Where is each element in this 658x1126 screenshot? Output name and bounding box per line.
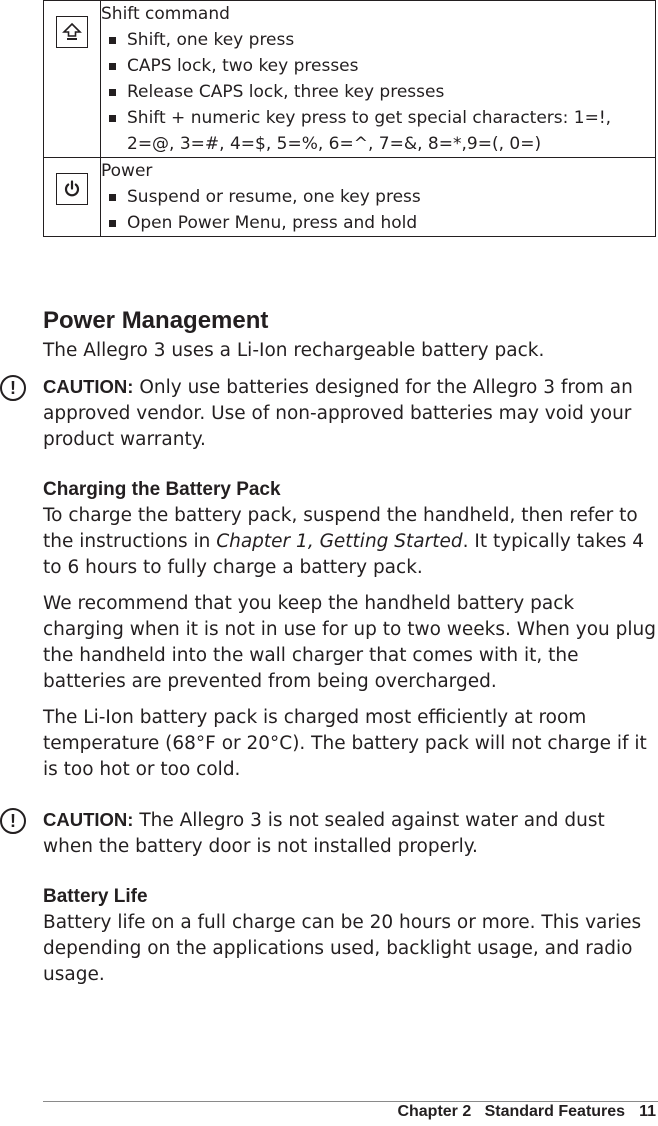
list-item: Shift, one key press [101, 27, 655, 53]
section-heading: Power Management [43, 307, 269, 334]
text-run: To charge the battery pack, suspend the handheld, then refer to the instructions in [43, 505, 638, 552]
page-footer [397, 1103, 656, 1121]
subsection-heading: Charging the Battery Pack [43, 479, 281, 500]
command-title: Power [101, 161, 153, 181]
warning-icon: ! [0, 808, 26, 834]
caution-label: CAUTION: [43, 376, 134, 397]
charging-paragraph: We recommend that you keep the handheld battery pack charging when it is not in use for up to two weeks. When you plug the handheld into the wall charger that comes with it, the batteries are prevented from being overcharged. [43, 593, 657, 692]
caution-note [10, 374, 658, 453]
chapter-reference: Chapter 1, Getting Started [216, 531, 463, 552]
table-row [44, 158, 656, 237]
shift-arrow-icon [62, 22, 82, 42]
power-management-section [10, 306, 658, 988]
power-command-list [101, 184, 655, 236]
list-item: Open Power Menu, press and hold [101, 210, 655, 236]
page-number: 11 [639, 1103, 656, 1120]
footer-divider [43, 1101, 658, 1102]
intro-paragraph: The Allegro 3 uses a Li-Ion rechargeable battery pack. [43, 340, 545, 361]
warning-icon: ! [0, 375, 26, 401]
shift-command-description [101, 1, 656, 158]
charging-paragraph: The Li-Ion battery pack is charged most efficiently at room temperature (68°F or 20°C). The battery pack will not charge if it is too hot or too cold. [43, 707, 647, 780]
text-run: . It typically takes 4 to 6 hours to fully charge a battery pack. [43, 531, 644, 578]
list-item: Shift + numeric key press to get special characters: 1=!, 2=@, 3=#, 4=$, 5=%, 6=^, 7=&, 8=*,9=(, 0=) [101, 105, 655, 157]
charging-paragraph [43, 503, 658, 581]
shift-command-list [101, 27, 655, 157]
caution-label: CAUTION: [43, 809, 134, 830]
caution-text: The Allegro 3 is not sealed against water and dust when the battery door is not installed properly. [43, 810, 605, 857]
list-item: CAPS lock, two key presses [101, 53, 655, 79]
shift-key-icon [56, 16, 88, 48]
key-function-table [43, 0, 656, 237]
footer-chapter: Chapter 2 Standard Features [397, 1103, 626, 1120]
battery-life-paragraph: Battery life on a full charge can be 20 hours or more. This varies depending on the applications used, backlight usage, and radio usage. [43, 912, 642, 985]
list-item: Suspend or resume, one key press [101, 184, 655, 210]
subsection-heading: Battery Life [43, 886, 148, 907]
power-key-icon [56, 173, 88, 205]
power-icon [63, 180, 81, 198]
caution-note [10, 807, 658, 860]
caution-text: Only use batteries designed for the Allegro 3 from an approved vendor. Use of non-approved batteries may void your product warranty. [43, 377, 633, 450]
list-item: Release CAPS lock, three key presses [101, 79, 655, 105]
command-title: Shift command [101, 4, 230, 24]
power-command-description [101, 158, 656, 237]
table-row [44, 1, 656, 158]
